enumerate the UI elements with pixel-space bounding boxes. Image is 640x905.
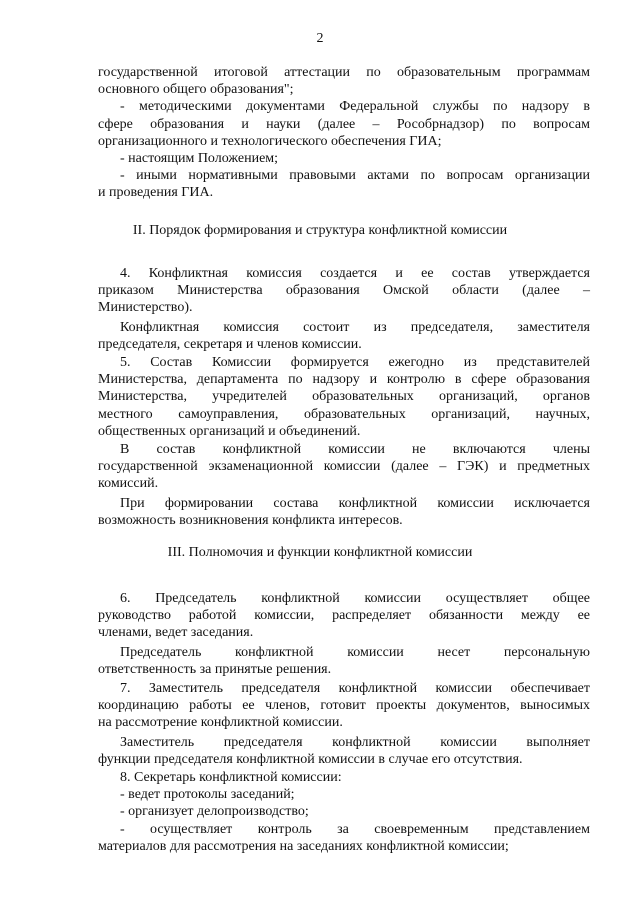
text-line: 8. Секретарь конфликтной комиссии: — [120, 770, 342, 785]
text-line: - иными нормативными правовыми актами по вопросам организации — [120, 168, 590, 184]
text-line: общественных организаций и объединений. — [98, 423, 361, 439]
text-line: и проведения ГИА. — [98, 185, 214, 201]
text-line: возможность возникновения конфликта интересов. — [98, 512, 403, 528]
text-line: В состав конфликтной комиссии не включаются члены — [120, 442, 590, 457]
text-line: государственной итоговой аттестации по образовательным программам — [98, 65, 590, 80]
page-number: 2 — [316, 31, 324, 46]
text-line: ответственность за принятые решения. — [98, 661, 332, 677]
text-line: членами, ведет заседания. — [98, 625, 254, 641]
text-line: 4. Конфликтная комиссия создается и ее состав утверждается — [120, 266, 590, 281]
text-line: Председатель конфликтной комиссии несет персональную — [120, 644, 590, 660]
text-line: функции председателя конфликтной комиссии в случае его отсутствия. — [98, 751, 523, 767]
text-line: - ведет протоколы заседаний; — [120, 787, 295, 803]
text-line: местного самоуправления, образовательных организаций, научных, — [98, 406, 590, 422]
text-line: Конфликтная комиссия состоит из председателя, заместителя — [120, 319, 590, 335]
text-line: координацию работы ее членов, готовит проекты документов, выносимых — [98, 698, 590, 714]
text-line: Министерства, департамента по надзору и контролю в сфере образования — [98, 372, 590, 388]
section-3-heading: III. Полномочия и функции конфликтной комиссии — [167, 545, 473, 560]
text-line: материалов для рассмотрения на заседаниях конфликтной комиссии; — [98, 838, 509, 854]
text-line: приказом Министерства образования Омской области (далее – — [98, 283, 590, 299]
text-line: комиссий. — [98, 476, 159, 492]
text-line: на рассмотрение конфликтной комиссии. — [98, 715, 343, 731]
text-line: государственной экзаменационной комиссии (далее – ГЭК) и предметных — [98, 459, 590, 475]
text-line: председателя, секретаря и членов комиссии. — [98, 336, 362, 352]
text-line: - настоящим Положением; — [120, 151, 279, 166]
text-line: Министерство). — [98, 300, 193, 316]
text-line: Заместитель председателя конфликтной комиссии выполняет — [120, 734, 590, 750]
text-line: При формировании состава конфликтной комиссии исключается — [120, 495, 590, 511]
text-line: 5. Состав Комиссии формируется ежегодно из представителей — [120, 355, 590, 370]
text-line: - осуществляет контроль за своевременным представлением — [120, 821, 590, 837]
text-line: 7. Заместитель председателя конфликтной комиссии обеспечивает — [120, 681, 590, 696]
text-line: сфере образования и науки (далее – Рособрнадзор) по вопросам — [98, 116, 590, 132]
text-line: - организует делопроизводство; — [120, 804, 309, 820]
text-line: 6. Председатель конфликтной комиссии осуществляет общее — [120, 591, 590, 606]
section-2-heading: II. Порядок формирования и структура конфликтной комиссии — [132, 223, 508, 238]
text-line: организационного и технологического обеспечения ГИА; — [98, 133, 442, 149]
text-line: - методическими документами Федеральной службы по надзору в — [120, 99, 590, 115]
text-line: руководство работой комиссии, распределяет обязанности между ее — [98, 608, 590, 624]
text-line: основного общего образования"; — [98, 82, 294, 98]
text-line: Министерства, учредителей образовательных организаций, органов — [98, 389, 590, 405]
